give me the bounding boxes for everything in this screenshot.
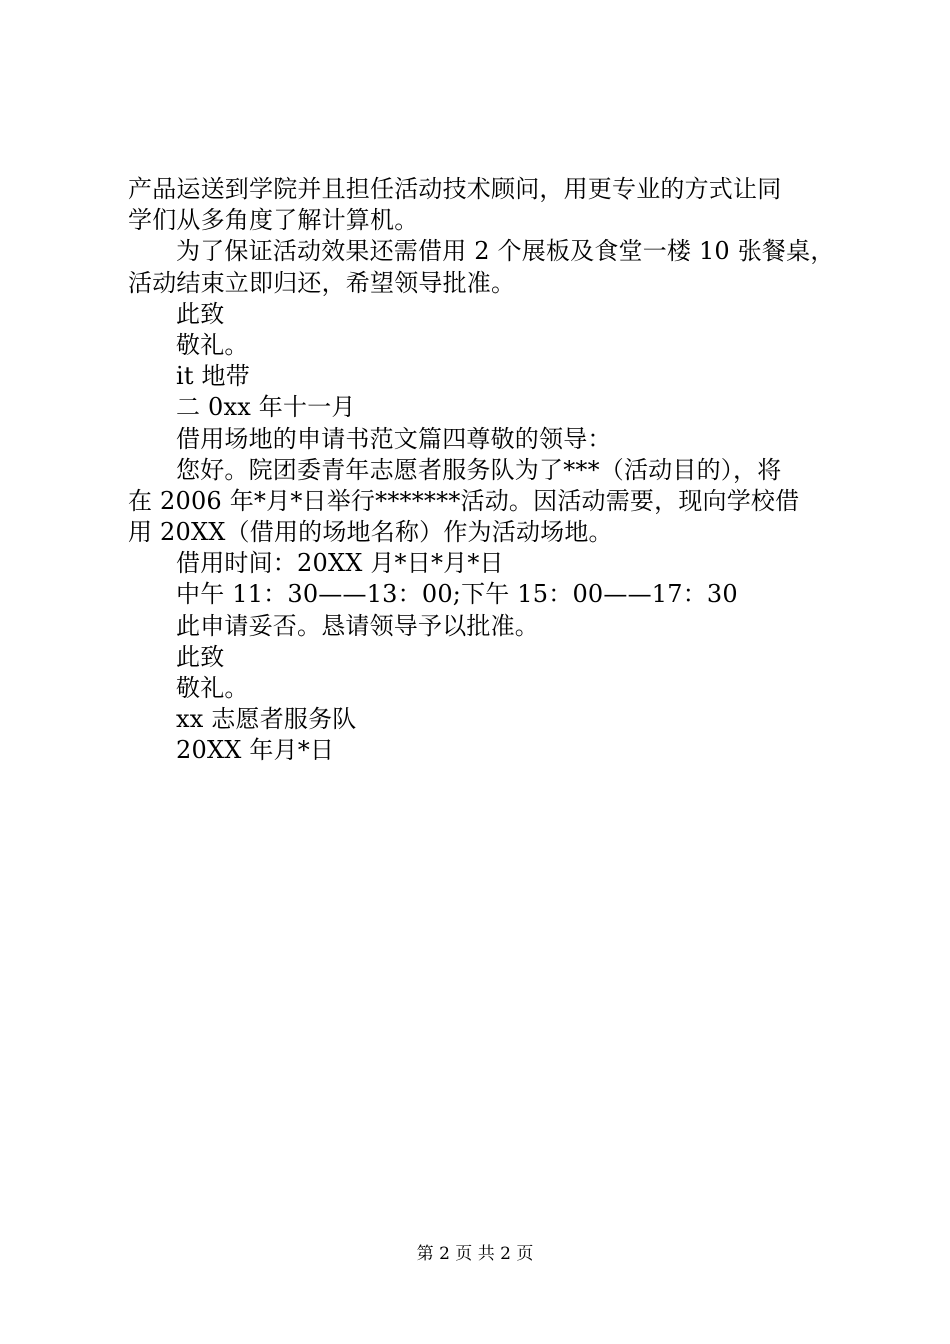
- document-body: [128, 174, 835, 767]
- body-line: 产品运送到学院并且担任活动技术顾问，用更专业的方式让同: [128, 175, 782, 203]
- body-line: 此申请妥否。恳请领导予以批准。: [176, 611, 539, 640]
- date-line: 20XX 年月*日: [176, 736, 335, 765]
- salutation-line: 敬礼。: [176, 674, 249, 702]
- section-heading: 借用场地的申请书范文篇四尊敬的领导：: [176, 424, 612, 453]
- page-footer: 第 2 页 共 2 页: [416, 1244, 534, 1264]
- body-line: 学们从多角度了解计算机。: [128, 206, 419, 235]
- closing-line: 此致: [176, 642, 225, 671]
- closing-line: 此致: [176, 299, 225, 328]
- body-line: 借用时间：20XX 月*日*月*日: [176, 549, 504, 578]
- signature-line: xx 志愿者服务队: [176, 705, 357, 734]
- salutation-line: 敬礼。: [176, 330, 249, 359]
- body-line: 活动结束立即归还，希望领导批准。: [128, 268, 516, 297]
- signature-line: it 地带: [176, 362, 250, 391]
- date-line: 二 0xx 年十一月: [176, 393, 356, 422]
- body-line: 用 20XX（借用的场地名称）作为活动场地。: [128, 518, 613, 547]
- body-line: 您好。院团委青年志愿者服务队为了***（活动目的），将: [176, 455, 782, 484]
- body-line: 为了保证活动效果还需借用 2 个展板及食堂一楼 10 张餐桌，: [176, 237, 835, 266]
- body-line: 中午 11：30——13：00;下午 15：00——17：30: [176, 580, 738, 609]
- body-line: 在 2006 年*月*日举行*******活动。因活动需要，现向学校借: [128, 486, 800, 515]
